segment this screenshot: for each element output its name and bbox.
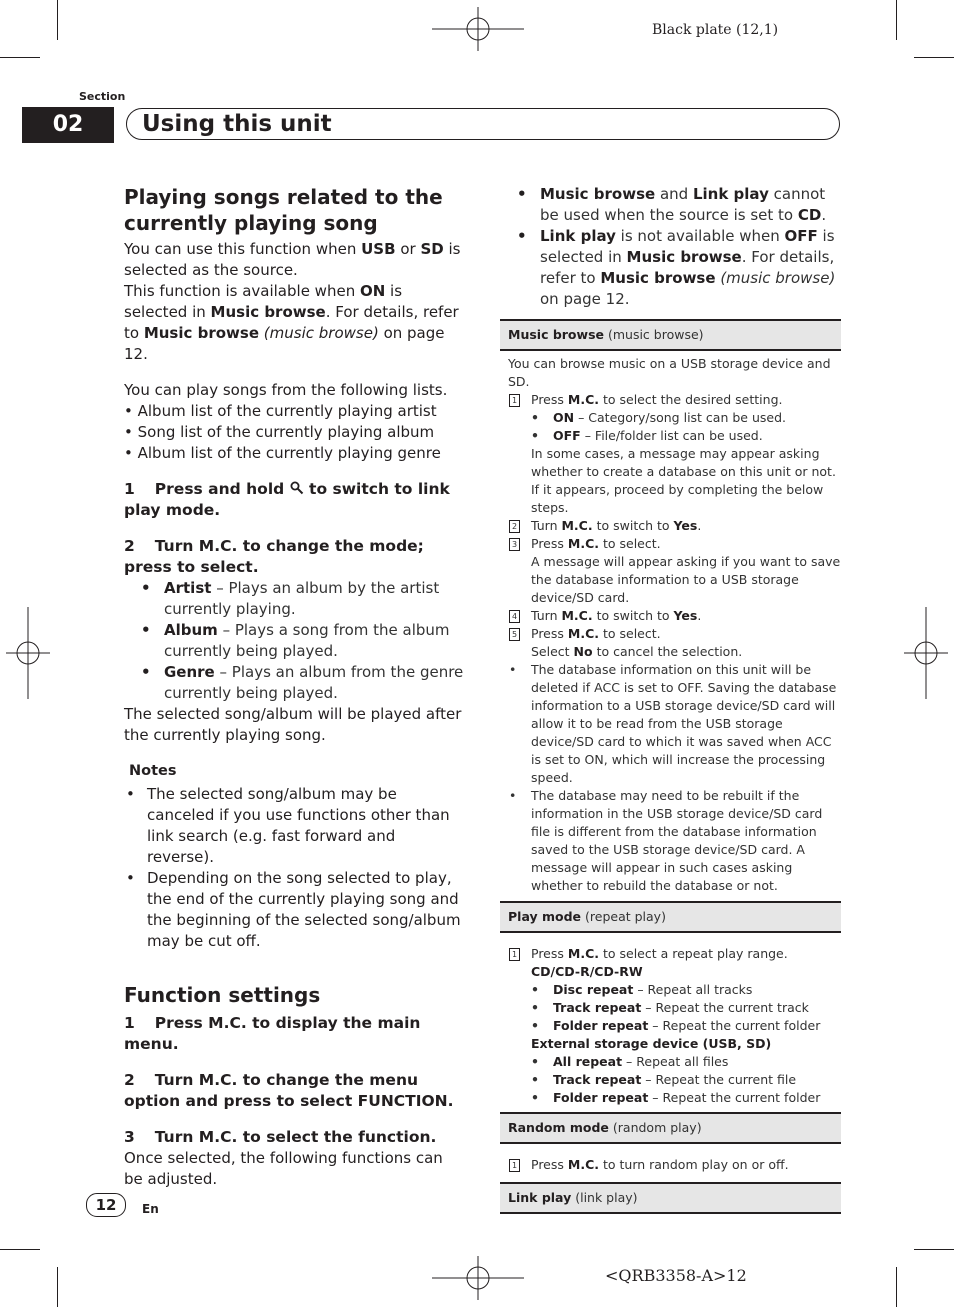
list-item: • Album list of the currently playing artist [124,402,437,420]
random-mode-content [500,1144,841,1182]
mb-note: • The database may need to be rebuilt if the information in the USB storage device/SD card file is different from the database information saved to the USB storage device/SD card. A message will appear in such cases asking whether to rebuild the database or not. [509,788,823,893]
registration-mark-left [6,607,50,699]
left-column [124,184,464,1190]
fs-after-text: Once selected, the following functions can be adjusted. [124,1149,443,1188]
registration-mark-bottom [432,1256,524,1300]
music-browse-content [500,351,841,895]
after-modes-text: The selected song/album will be played after the currently playing song. [124,705,462,744]
pm-step-1: 1 Press M.C. to select a repeat play range. [500,945,841,963]
mb-step-3: 3 Press M.C. to select. [500,535,841,553]
lists-intro: You can play songs from the following lists. [124,381,448,399]
pm-ext-item: • All repeat – Repeat all files [531,1054,729,1069]
paragraph-availability: This function is available when ON is selected in Music browse. For details, refer to Music browse (music browse) on page 12. [124,282,459,363]
heading-link-play: Playing songs related to the currently playing song [124,185,443,235]
mode-artist: • Artist – Plays an album by the artist currently playing. [141,579,440,618]
note-item: • The selected song/album may be canceled if you use functions other than link search (e.g. fast forward and reverse). [126,785,450,866]
mb-off-option: • OFF – File/folder list can be used. [531,428,763,443]
crop-mark [896,0,897,40]
pm-cd-item: • Folder repeat – Repeat the current folder [531,1018,821,1033]
mb-step-1: 1 Press M.C. to select the desired setting. [500,391,841,409]
pm-ext-item: • Track repeat – Repeat the current file [531,1072,797,1087]
registration-mark-top [432,7,524,51]
mb-step-3-note: A message will appear asking if you want to save the database information to a USB storage device/SD card. [531,554,841,605]
language-label: En [142,1202,159,1216]
mb-step-4: 4 Turn M.C. to switch to Yes. [500,607,841,625]
section-number: 02 [22,107,114,143]
mb-on-option: • ON – Category/song list can be used. [531,410,786,425]
fs-step-1: 1 Press M.C. to display the main menu. [124,1014,421,1053]
paragraph-source: You can use this function when USB or SD is selected as the source. [124,240,461,279]
crop-mark [57,1267,58,1307]
link-play-bar: Link play (link play) [500,1182,841,1214]
mb-intro: You can browse music on a USB storage device and SD. [508,356,831,389]
step-2: 2 Turn M.C. to change the mode; press to select. [124,537,424,576]
crop-mark [896,1267,897,1307]
notes-title: Notes [129,763,177,779]
plate-label: Black plate (12,1) [652,22,779,38]
pm-ext-label: External storage device (USB, SD) [531,1036,772,1051]
list-item: • Album list of the currently playing genre [124,444,441,462]
crop-mark [0,1249,40,1250]
note-item: • Depending on the song selected to play, the end of the currently playing song and the beginning of the selected song/album may be cut off. [126,869,461,950]
pm-cd-item: • Track repeat – Repeat the current track [531,1000,809,1015]
mode-album: • Album – Plays a song from the album currently being played. [141,621,450,660]
crop-mark [0,57,40,58]
document-code: <QRB3358-A>12 [605,1266,747,1285]
pm-ext-item: • Folder repeat – Repeat the current folder [531,1090,821,1105]
right-bullet: • Music browse and Link play cannot be used when the source is set to CD. [517,185,827,224]
mb-step-2: 2 Turn M.C. to switch to Yes. [500,517,841,535]
pm-cd-label: CD/CD-R/CD-RW [531,964,643,979]
mb-step-5-note: Select No to cancel the selection. [531,644,743,659]
page-number: 12 [86,1193,126,1217]
registration-mark-right [904,607,948,699]
step-1: 1 Press and hold to switch to link play mode. [124,480,450,519]
search-icon [290,481,304,495]
section-label: Section [79,90,126,103]
rm-step-1: 1 Press M.C. to turn random play on or off. [500,1156,841,1174]
mb-step-5: 5 Press M.C. to select. [500,625,841,643]
crop-mark [914,1249,954,1250]
heading-function-settings: Function settings [124,983,321,1007]
right-column [500,184,841,1214]
music-browse-bar: Music browse (music browse) [500,319,841,351]
play-mode-bar: Play mode (repeat play) [500,901,841,933]
section-title: Using this unit [142,111,332,137]
mode-genre: • Genre – Plays an album from the genre currently being played. [141,663,464,702]
crop-mark [914,57,954,58]
right-bullet: • Link play is not available when OFF is selected in Music browse. For details, refer to Music browse (music browse) on page 12. [517,227,836,308]
list-item: • Song list of the currently playing album [124,423,435,441]
mb-note: • The database information on this unit will be deleted if ACC is set to OFF. Saving the database information to a USB storage device/SD card will allow it to be read from the USB storage device/SD card to which it was saved when ACC is set to ON, which will increase the processing speed. [509,662,837,785]
play-mode-content [500,933,841,1107]
fs-step-2: 2 Turn M.C. to change the menu option and press to select FUNCTION. [124,1071,454,1110]
mb-step-1-note: In some cases, a message may appear asking whether to create a database on this unit or not. If it appears, proceed by completing the below steps. [531,446,836,515]
crop-mark [57,0,58,40]
fs-step-3: 3 Turn M.C. to select the function. [124,1128,437,1146]
pm-cd-item: • Disc repeat – Repeat all tracks [531,982,753,997]
random-mode-bar: Random mode (random play) [500,1112,841,1144]
